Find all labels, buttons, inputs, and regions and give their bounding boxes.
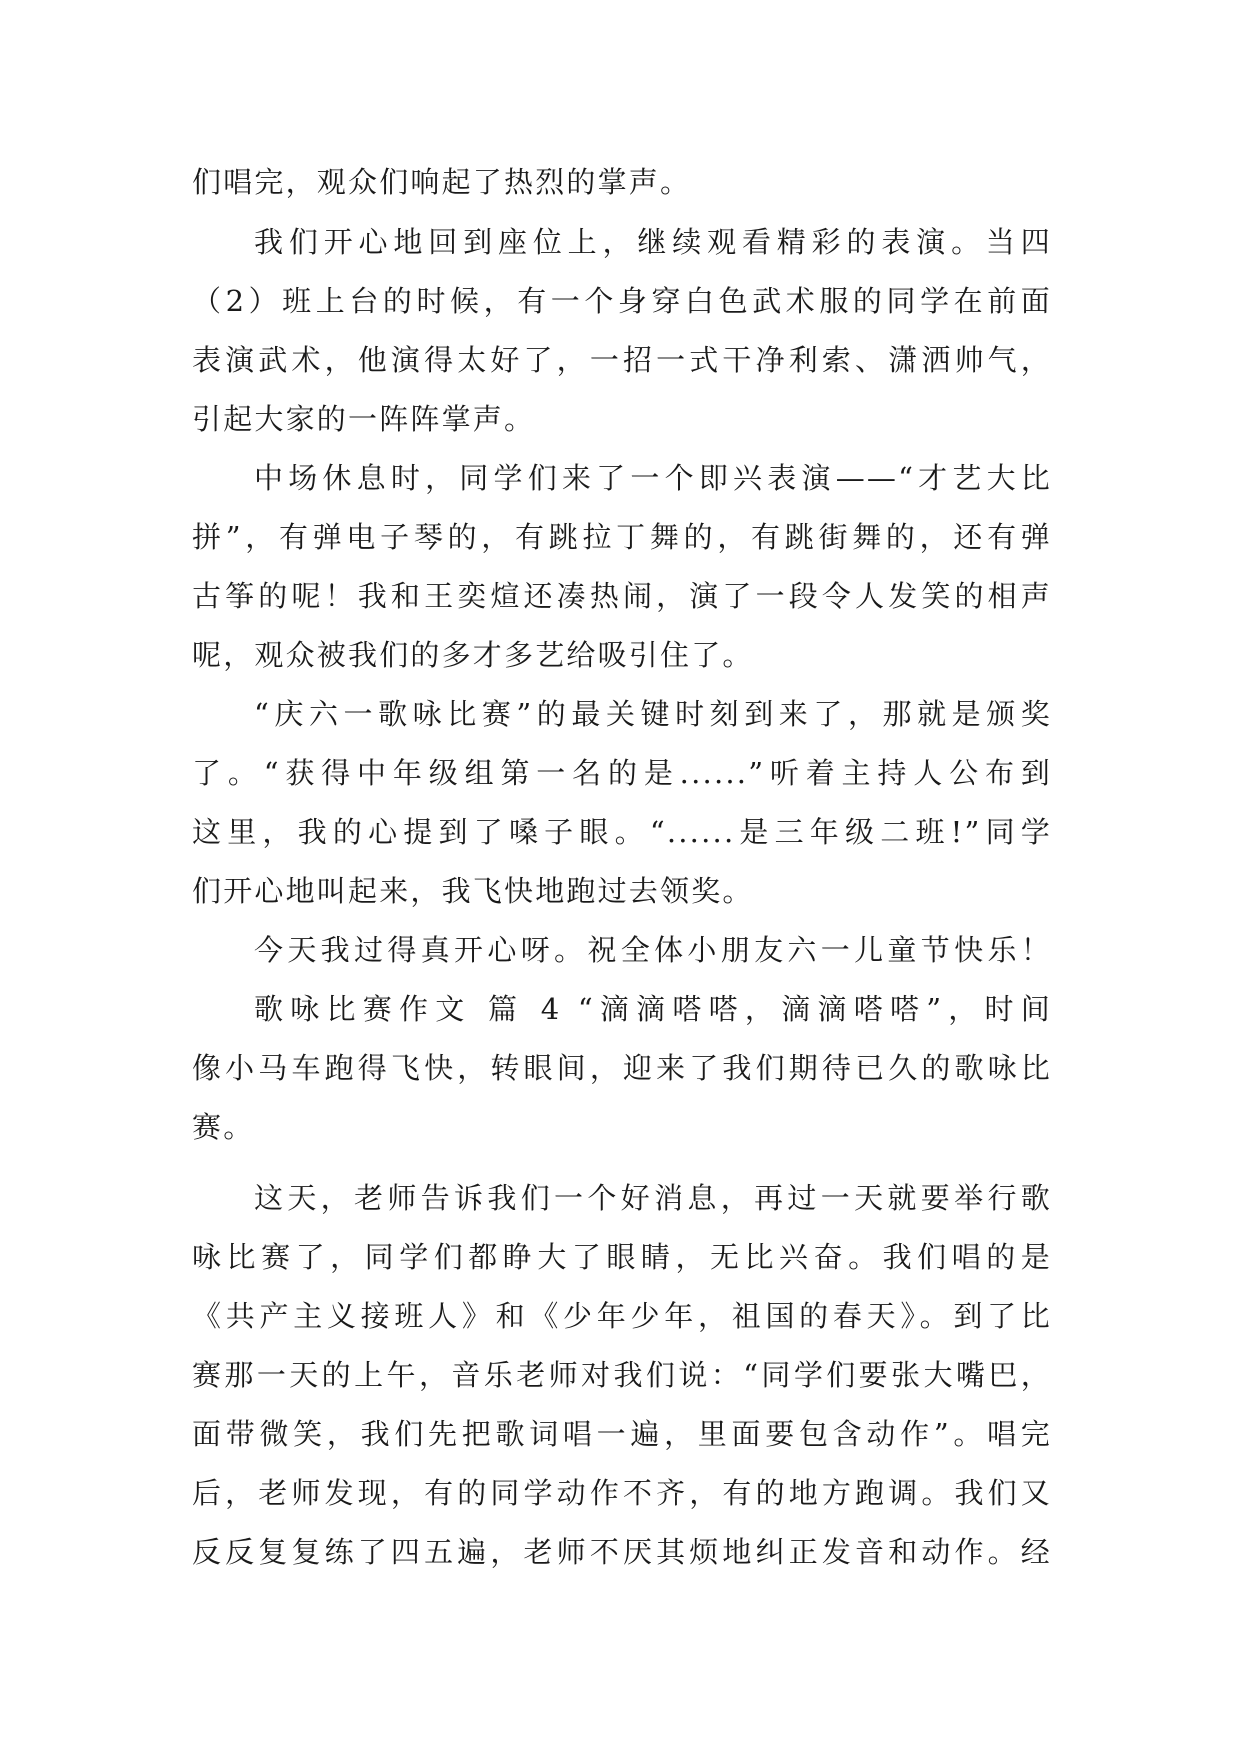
text-line: 我们开心地回到座位上，继续观看精彩的表演。当四 [254, 225, 1052, 259]
text-line: 后，老师发现，有的同学动作不齐，有的地方跑调。我们又 [192, 1476, 1052, 1510]
text-line: 赛。 [192, 1110, 255, 1144]
text-line: 反反复复练了四五遍，老师不厌其烦地纠正发音和动作。经 [192, 1535, 1052, 1569]
text-line: （2）班上台的时候，有一个身穿白色武术服的同学在前面 [192, 284, 1052, 318]
text-line: 拼”，有弹电子琴的，有跳拉丁舞的，有跳街舞的，还有弹 [192, 520, 1052, 554]
text-line: 表演武术，他演得太好了，一招一式干净利索、潇洒帅气， [192, 343, 1052, 377]
text-line: 面带微笑，我们先把歌词唱一遍，里面要包含动作”。唱完 [192, 1417, 1052, 1451]
text-line: 像小马车跑得飞快，转眼间，迎来了我们期待已久的歌咏比 [192, 1051, 1052, 1085]
text-line: 引起大家的一阵阵掌声。 [192, 402, 536, 436]
text-line: 中场休息时，同学们来了一个即兴表演——“才艺大比 [254, 461, 1052, 495]
text-line: 《共产主义接班人》和《少年少年，祖国的春天》。到了比 [192, 1299, 1052, 1333]
text-line: “庆六一歌咏比赛”的最关键时刻到来了，那就是颁奖 [254, 697, 1052, 731]
text-line: 们开心地叫起来，我飞快地跑过去领奖。 [192, 874, 754, 908]
text-line: 古筝的呢！我和王奕煊还凑热闹，演了一段令人发笑的相声 [192, 579, 1052, 613]
text-line: 赛那一天的上午，音乐老师对我们说：“同学们要张大嘴巴， [192, 1358, 1052, 1392]
text-line: 了。“获得中年级组第一名的是......”听着主持人公布到 [192, 756, 1052, 790]
text-line: 呢，观众被我们的多才多艺给吸引住了。 [192, 638, 754, 672]
text-line: 这里，我的心提到了嗓子眼。“......是三年级二班!”同学 [192, 815, 1052, 849]
text-line: 这天，老师告诉我们一个好消息，再过一天就要举行歌 [254, 1181, 1052, 1215]
text-line: 咏比赛了，同学们都睁大了眼睛，无比兴奋。我们唱的是 [192, 1240, 1052, 1274]
text-line: 今天我过得真开心呀。祝全体小朋友六一儿童节快乐！ [254, 933, 1052, 967]
section-heading-line: 歌咏比赛作文 篇 4 “滴滴嗒嗒，滴滴嗒嗒”，时间 [254, 992, 1052, 1026]
text-line: 们唱完，观众们响起了热烈的掌声。 [192, 165, 692, 199]
